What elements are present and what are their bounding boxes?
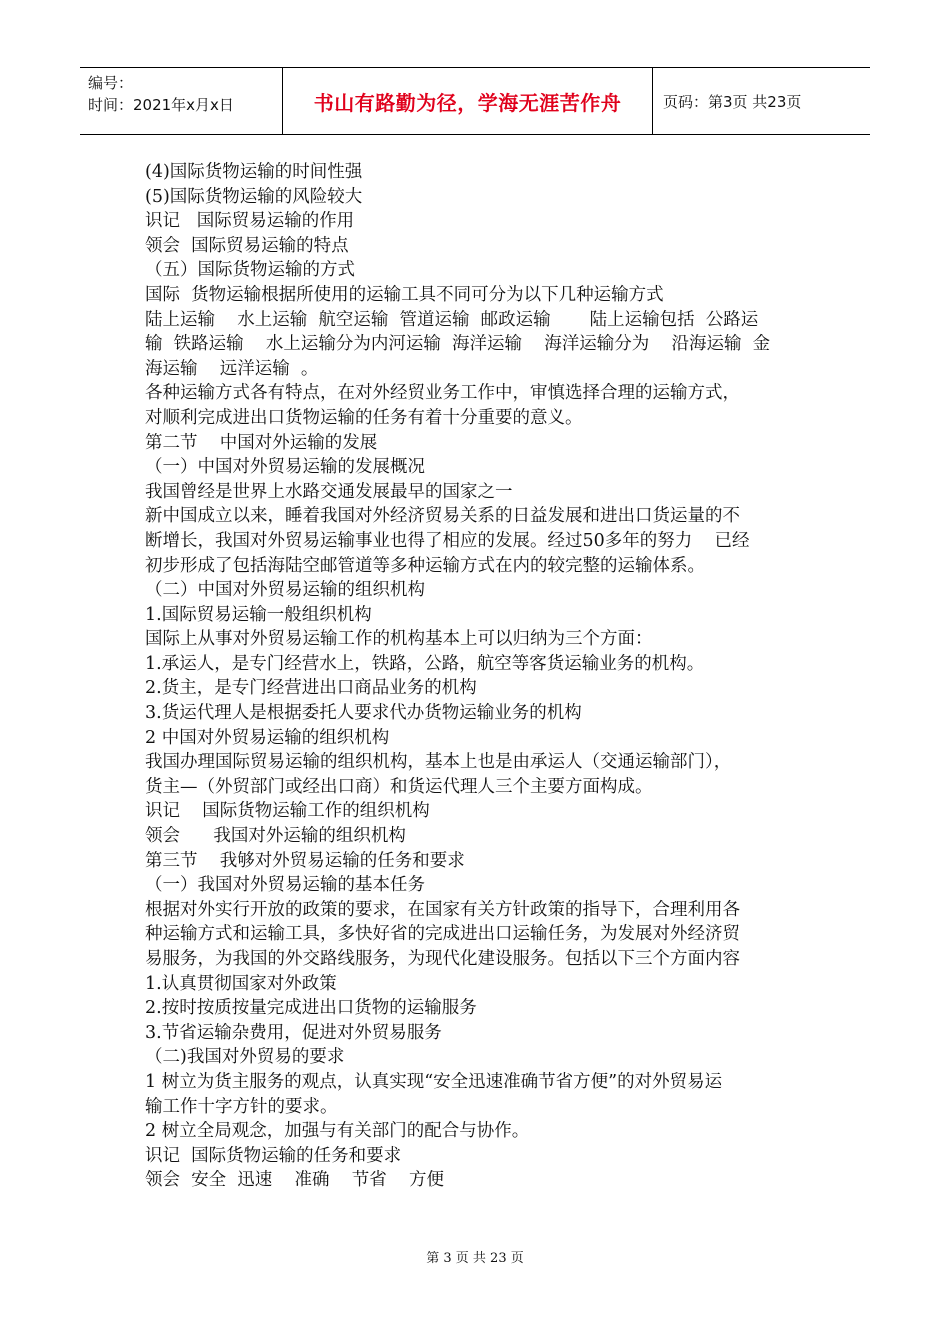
- body-line: 1.国际贸易运输一般组织机构: [145, 604, 372, 625]
- body-line: （二）中国对外贸易运输的组织机构: [145, 580, 425, 601]
- body-line: 识记 国际贸易运输的作用: [145, 211, 355, 232]
- body-line: 货主—（外贸部门或经出口商）和货运代理人三个主要方面构成。: [145, 776, 653, 797]
- body-line: 陆上运输 水上运输 航空运输 管道运输 邮政运输 陆上运输包括 公路运: [145, 309, 759, 330]
- body-line: 识记 国际货物运输的任务和要求: [145, 1145, 402, 1166]
- body-line: 输工作十字方针的要求。: [145, 1096, 338, 1117]
- header-meta: [80, 68, 282, 134]
- header-page-info-cell: [653, 68, 870, 134]
- body-line: 根据对外实行开放的政策的要求，在国家有关方针政策的指导下，合理利用各: [145, 899, 740, 920]
- header-page-info: 页码：第3页 共23页: [663, 92, 802, 111]
- body-line: 易服务，为我国的外交路线服务，为现代化建设服务。包括以下三个方面内容: [145, 949, 740, 969]
- body-line: 3.节省运输杂费用，促进对外贸易服务: [145, 1022, 442, 1043]
- body-line: 领会 我国对外运输的组织机构: [145, 826, 406, 847]
- body-line: 1 树立为货主服务的观点，认真实现“安全迅速准确节省方便”的对外贸易运: [145, 1071, 723, 1092]
- body-line: 输 铁路运输 水上运输分为内河运输 海洋运输 海洋运输分为 沿海运输 金: [145, 334, 771, 355]
- body-line: 领会 国际贸易运输的特点: [145, 235, 349, 256]
- body-line: （二)我国对外贸易的要求: [145, 1047, 345, 1068]
- body-line: 我国曾经是世界上水路交通发展最早的国家之一: [145, 481, 513, 502]
- body-line: 2 树立全局观念，加强与有关部门的配合与协作。: [145, 1121, 530, 1142]
- body-line: 3.货运代理人是根据委托人要求代办货物运输业务的机构: [145, 703, 582, 724]
- body-line: (4)国际货物运输的时间性强: [145, 162, 363, 182]
- body-line: （五）国际货物运输的方式: [145, 260, 355, 281]
- body-line: 第三节 我够对外贸易运输的任务和要求: [145, 850, 465, 871]
- body-line: （一）我国对外贸易运输的基本任务: [145, 875, 425, 896]
- body-line: 领会 安全 迅速 准确 节省 方便: [145, 1170, 445, 1191]
- body-line: 识记 国际货物运输工作的组织机构: [145, 801, 430, 822]
- body-line: （一）中国对外贸易运输的发展概况: [145, 457, 425, 478]
- page-header: [80, 67, 870, 135]
- document-body: [145, 160, 810, 1193]
- body-line: 1.认真贯彻国家对外政策: [145, 973, 337, 994]
- body-line: 初步形成了包括海陆空邮管道等多种运输方式在内的较完整的运输体系。: [145, 555, 705, 576]
- body-line: 2 中国对外贸易运输的组织机构: [145, 727, 390, 748]
- body-line: 各种运输方式各有特点，在对外经贸业务工作中，审慎选择合理的运输方式，: [145, 383, 740, 404]
- body-line: 对顺利完成进出口货物运输的任务有着十分重要的意义。: [145, 407, 583, 428]
- body-line: 2.按时按质按量完成进出口货物的运输服务: [145, 998, 477, 1019]
- body-line: 2.货主，是专门经营进出口商品业务的机构: [145, 678, 477, 699]
- body-line: 国际 货物运输根据所使用的运输工具不同可分为以下几种运输方式: [145, 284, 664, 305]
- body-line: 第二节 中国对外运输的发展: [145, 432, 378, 453]
- document-date-label: 时间：2021年x月x日: [88, 96, 234, 114]
- body-line: (5)国际货物运输的风险较大: [145, 186, 363, 207]
- document-number-label: 编号：: [88, 74, 134, 92]
- body-line: 断增长，我国对外贸易运输事业也得了相应的发展。经过50多年的努力 已经: [145, 530, 750, 551]
- body-line: 国际上从事对外贸易运输工作的机构基本上可以归纳为三个方面：: [145, 629, 653, 650]
- body-line: 我国办理国际贸易运输的组织机构，基本上也是由承运人（交通运输部门），: [145, 752, 732, 773]
- body-line: 海运输 远洋运输 。: [145, 358, 319, 379]
- body-line: 种运输方式和运输工具，多快好省的完成进出口运输任务，为发展对外经济贸: [145, 924, 740, 945]
- header-motto: 书山有路勤为径，学海无涯苦作舟: [313, 90, 622, 115]
- header-motto-cell: [282, 68, 653, 134]
- body-line: 1.承运人，是专门经营水上，铁路，公路，航空等客货运输业务的机构。: [145, 653, 705, 674]
- body-line: 新中国成立以来，睡着我国对外经济贸易关系的日益发展和进出口货运量的不: [145, 506, 740, 527]
- page-footer: 第 3 页 共 23 页: [426, 1251, 524, 1266]
